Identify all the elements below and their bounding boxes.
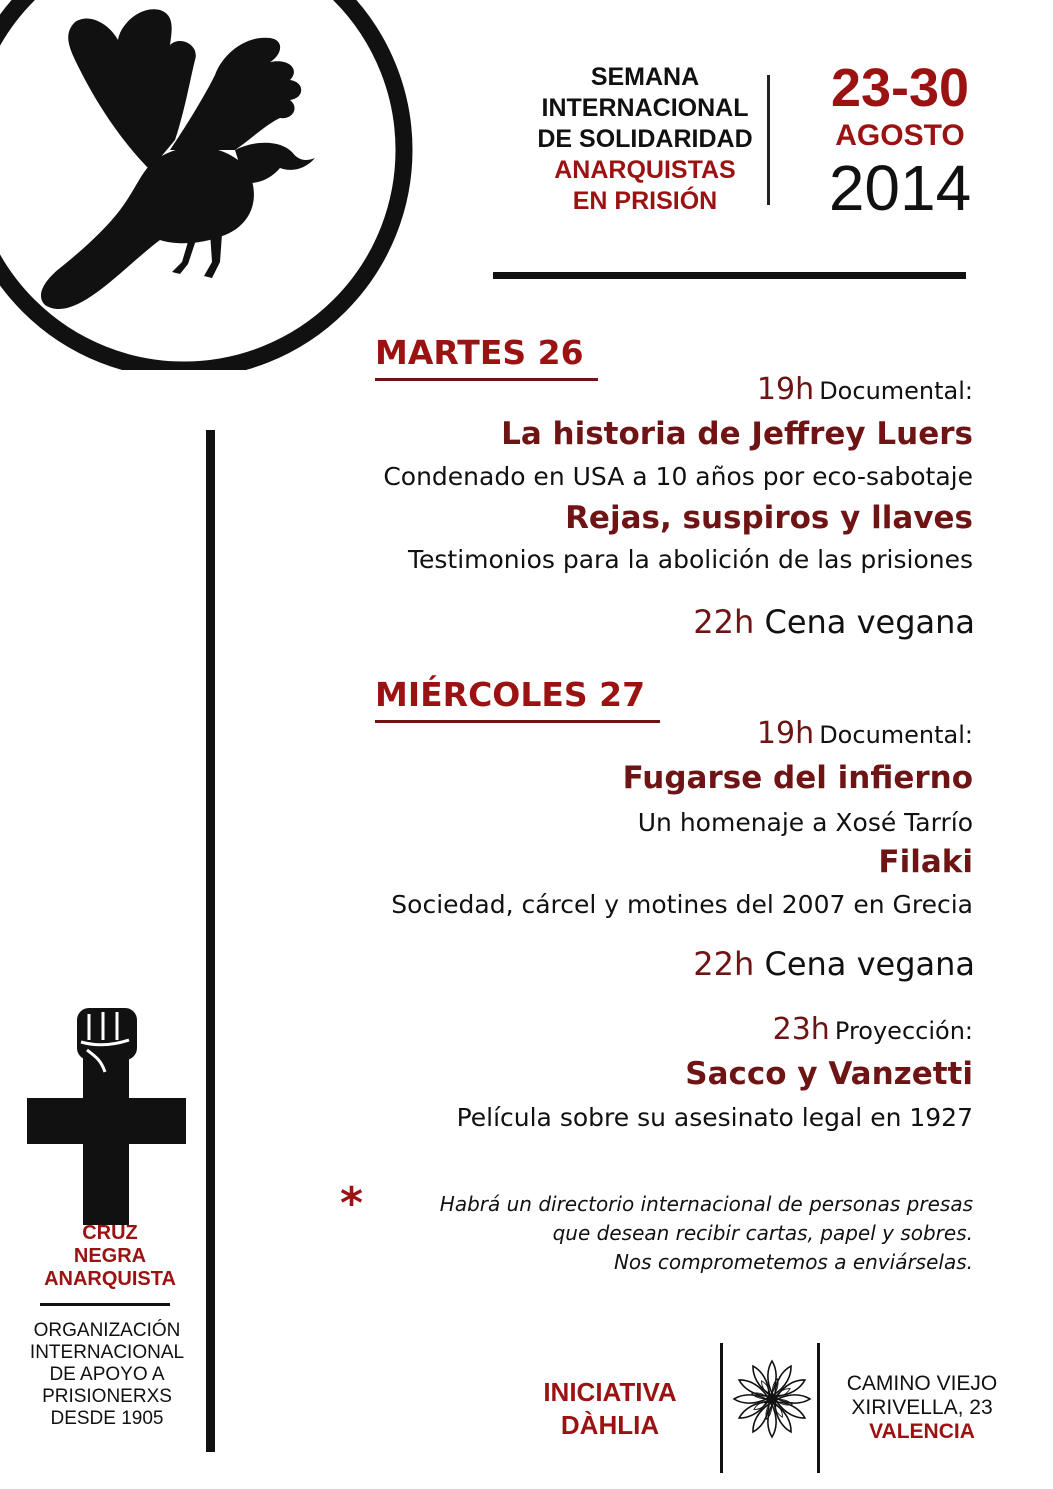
day-heading-underline <box>375 720 660 723</box>
day-heading-martes: MARTES 26 <box>375 333 584 372</box>
initiative-name-line1: INICIATIVA <box>543 1377 677 1407</box>
initiative-name-line2: DÀHLIA <box>560 1410 660 1440</box>
header-line-anarquistas: ANARQUISTAS <box>554 156 736 184</box>
film-desc-jeffrey-luers: Condenado en USA a 10 años por eco-sabotaje <box>383 462 973 491</box>
event-kind: Documental: <box>819 377 973 405</box>
event-kind: Proyección: <box>834 1017 973 1045</box>
day1-time-19 <box>757 372 973 407</box>
film-title-filaki: Filaki <box>878 844 973 880</box>
note-asterisk: * <box>340 1178 364 1229</box>
address-line1: CAMINO VIEJO <box>846 1372 998 1395</box>
header-line-solidaridad: DE SOLIDARIDAD <box>537 125 753 153</box>
header-line-semana: SEMANA <box>590 63 700 91</box>
org-name-negra: NEGRA <box>73 1245 147 1267</box>
event-year: 2014 <box>828 152 972 224</box>
day2-time-19 <box>757 716 973 751</box>
org-divider <box>40 1303 170 1306</box>
note-line: que desean recibir cartas, papel y sobres. <box>552 1221 973 1245</box>
left-vertical-rule <box>206 430 215 1452</box>
org-desc-line: INTERNACIONAL <box>29 1342 185 1363</box>
day-heading-underline <box>375 378 598 381</box>
film-title-sacco: Sacco y Vanzetti <box>685 1056 973 1092</box>
film-title-fugarse: Fugarse del infierno <box>622 760 973 796</box>
header-divider <box>767 75 770 205</box>
header-line-internacional: INTERNACIONAL <box>541 94 749 122</box>
org-desc-line: PRISIONERXS <box>42 1386 172 1407</box>
event-kind: Documental: <box>819 721 973 749</box>
time-label: 19h <box>756 716 815 751</box>
day2-dinner <box>693 945 975 983</box>
org-desc-line: DE APOYO A <box>49 1364 165 1385</box>
time-label: 22h <box>693 945 755 983</box>
org-name-anarquista: ANARQUISTA <box>44 1268 176 1290</box>
bird-icon <box>41 9 315 309</box>
time-label: 19h <box>756 372 815 407</box>
film-desc-fugarse: Un homenaje a Xosé Tarrío <box>637 808 973 837</box>
fist-cross-logo <box>25 1000 190 1225</box>
org-desc-line: DESDE 1905 <box>50 1408 164 1429</box>
film-desc-sacco: Película sobre su asesinato legal en 1927 <box>456 1103 973 1132</box>
film-desc-filaki: Sociedad, cárcel y motines del 2007 en Grecia <box>391 890 973 919</box>
header-line-prision: EN PRISIÓN <box>572 187 718 215</box>
address-line2: XIRIVELLA, 23 <box>851 1396 993 1419</box>
time-label: 23h <box>772 1012 830 1047</box>
note-line: Nos comprometemos a enviárselas. <box>613 1250 973 1274</box>
footer-divider-right <box>817 1343 820 1473</box>
film-desc-rejas: Testimonios para la abolición de las prisiones <box>407 545 973 574</box>
address-city: VALENCIA <box>869 1420 975 1443</box>
dinner-label: Cena vegana <box>764 945 975 983</box>
note-line: Habrá un directorio internacional de personas presas <box>439 1192 973 1216</box>
bird-circle-logo <box>0 0 440 370</box>
dahlia-flower-icon <box>730 1357 814 1441</box>
note-block <box>353 1190 973 1277</box>
fist-icon <box>77 1008 137 1100</box>
day2-time-23 <box>773 1012 973 1047</box>
footer-divider-left <box>720 1343 723 1473</box>
film-title-jeffrey-luers: La historia de Jeffrey Luers <box>501 416 973 452</box>
day1-dinner <box>693 603 975 641</box>
event-month: AGOSTO <box>835 119 965 152</box>
org-desc-line: ORGANIZACIÓN <box>33 1320 181 1341</box>
dinner-label: Cena vegana <box>764 603 975 641</box>
film-title-rejas: Rejas, suspiros y llaves <box>565 500 973 536</box>
time-label: 22h <box>693 603 755 641</box>
day-heading-miercoles: MIÉRCOLES 27 <box>375 675 646 714</box>
org-name-cruz: CRUZ <box>82 1222 138 1244</box>
event-dates: 23-30 <box>830 58 970 118</box>
header-underline <box>493 272 966 279</box>
